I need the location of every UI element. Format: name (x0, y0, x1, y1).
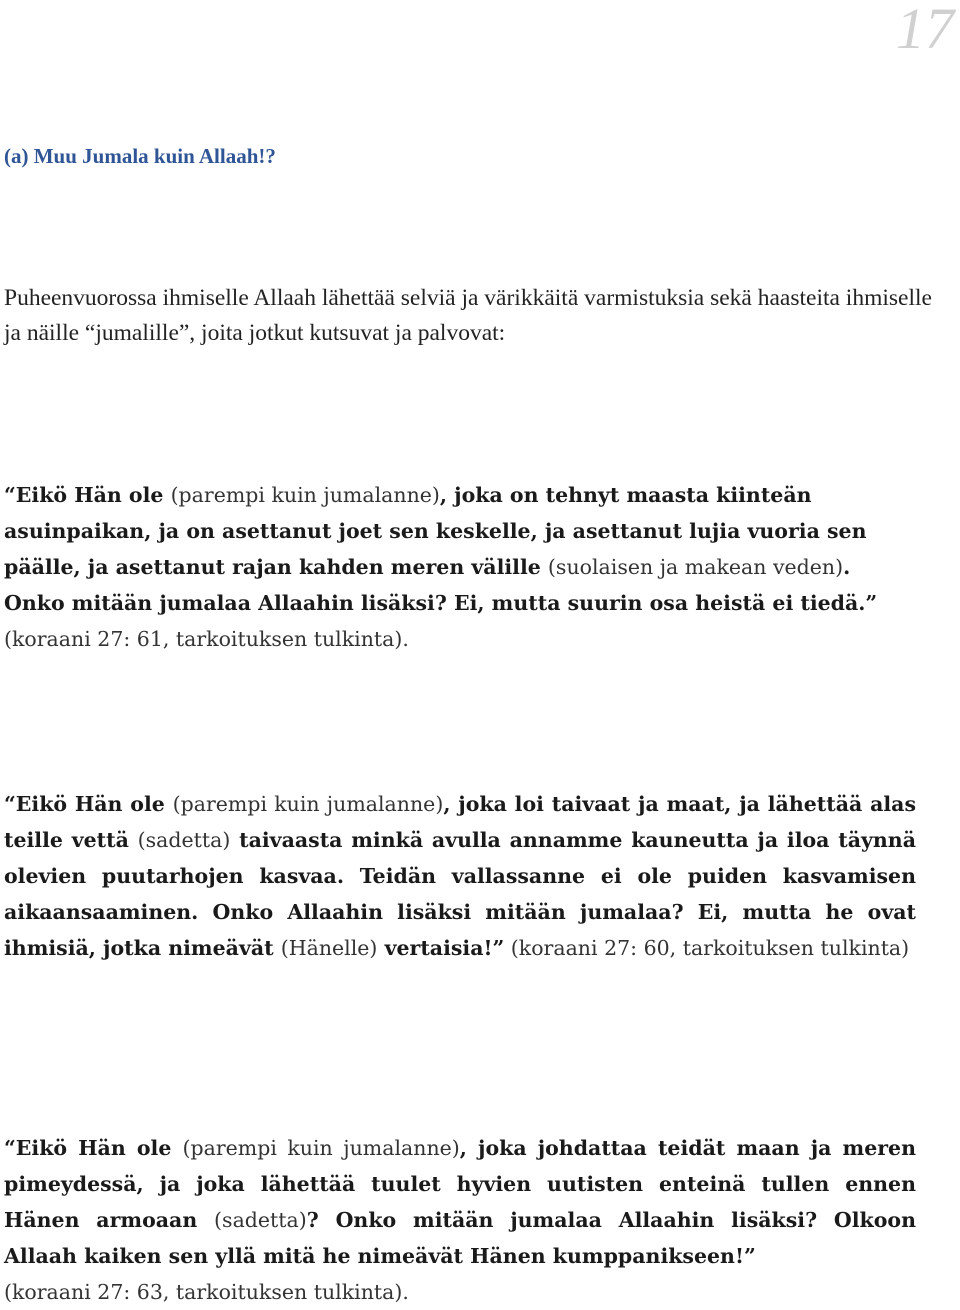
verse-text: “Eikö Hän ole (4, 792, 173, 816)
verse-reference: (koraani 27: 61, tarkoituksen tulkinta). (4, 627, 409, 651)
verse-parenthetical: (sadetta) (214, 1208, 307, 1232)
verse-text: , joka on tehnyt maasta kiinteän asuinpaikan, ja on asettanut joet sen keskelle, ja asettanut lujia vuoria sen päälle, ja asettanut rajan kahden meren välille (4, 483, 867, 579)
verse-reference: (koraani 27: 63, tarkoituksen tulkinta). (4, 1280, 409, 1304)
verse-parenthetical: (parempi kuin jumalanne) (170, 483, 440, 507)
verse-paragraph-3 (4, 1130, 916, 1310)
verse-text: , joka johdattaa teidät maan ja meren pimeydessä, ja joka lähettää tuulet hyvien uutisten enteinä tullen ennen Hänen armoaan (4, 1136, 917, 1232)
verse-text: vertaisia!” (377, 936, 505, 960)
page-number: 17 (896, 0, 954, 61)
intro-paragraph: Puheenvuorossa ihmiselle Allaah lähettää selviä ja värikkäitä varmistuksia sekä haasteita ihmiselle ja näille “jumalille”, joita jotkut kutsuvat ja palvovat: (4, 285, 932, 346)
verse-parenthetical: (parempi kuin jumalanne) (172, 792, 444, 816)
verse-text: , joka loi taivaat ja maat, ja lähettää alas teille vettä (4, 792, 917, 852)
verse-parenthetical: (sadetta) (137, 828, 231, 852)
verse-paragraph-2 (4, 786, 916, 966)
verse-text: “Eikö Hän ole (4, 1136, 183, 1160)
verse-parenthetical: (parempi kuin jumalanne) (182, 1136, 460, 1160)
verse-parenthetical: (suolaisen ja makean veden) (547, 555, 844, 579)
verse-reference: (koraani 27: 60, tarkoituksen tulkinta) (504, 936, 910, 960)
verse-text: “Eikö Hän ole (4, 483, 171, 507)
verse-parenthetical: (Hänelle) (280, 936, 378, 960)
section-heading: (a) Muu Jumala kuin Allaah!? (4, 144, 276, 168)
verse-paragraph-1 (4, 477, 916, 657)
verse-text: . Onko mitään jumalaa Allaahin lisäksi? Ei, mutta suurin osa heistä ei tiedä.” (4, 555, 878, 615)
verse-text: taivaasta minkä avulla annamme kauneutta ja iloa täynnä olevien puutarhojen kasvaa. Teidän vallassanne ei ole puiden kasvamisen aikaansaaminen. Onko Allaahin lisäksi mitään jumalaa? Ei, mutta he ovat ihmisiä, jotka nimeävät (4, 828, 916, 960)
verse-text: ? Onko mitään jumalaa Allaahin lisäksi? Olkoon Allaah kaiken sen yllä mitä he nimeävät Hänen kumppanikseen!” (4, 1208, 916, 1268)
